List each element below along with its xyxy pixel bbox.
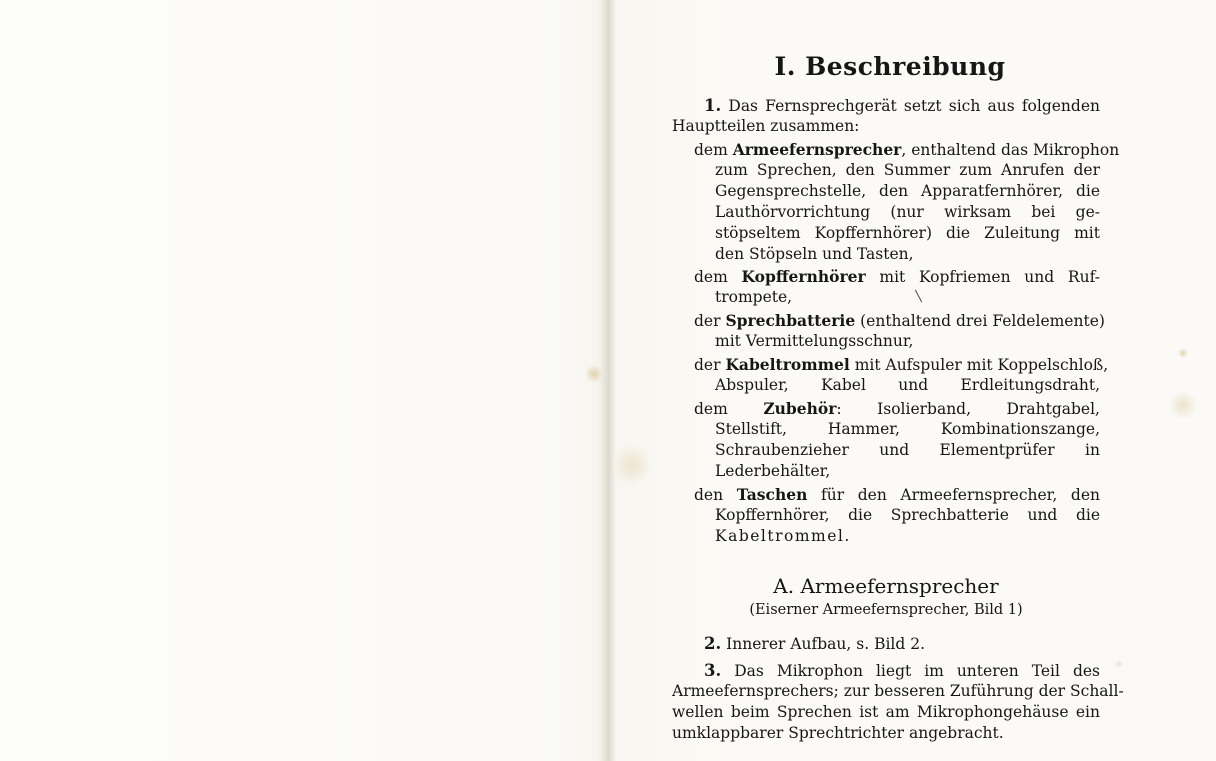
item-prefix: der bbox=[694, 356, 726, 374]
pencil-mark bbox=[915, 290, 922, 303]
list-item bbox=[694, 484, 1100, 506]
paragraph-number: 1. bbox=[704, 96, 722, 115]
list-item bbox=[694, 354, 1109, 376]
item-prefix: der bbox=[694, 312, 726, 330]
item-prefix: dem bbox=[694, 141, 733, 159]
section-subtitle: (Eiserner Armeefernsprecher, Bild 1) bbox=[749, 602, 1023, 618]
paragraph-text: Das Mikrophon liegt im unteren Teil des bbox=[734, 662, 1100, 680]
list-item-line: Gegensprechstelle, den Apparatfernhörer, die bbox=[715, 182, 1100, 200]
list-item-line: den Stöpseln und Tasten, bbox=[715, 245, 914, 263]
item-text: für den Armeefernsprecher, den bbox=[807, 486, 1100, 504]
paragraph-3-line-3: wellen beim Sprechen ist am Mikrophongehäuse ein bbox=[672, 703, 1100, 721]
list-item bbox=[694, 139, 1120, 161]
list-item-line: zum Sprechen, den Summer zum Anrufen der bbox=[715, 161, 1100, 179]
list-item-line: Lauthörvorrichtung (nur wirksam bei ge- bbox=[715, 203, 1100, 221]
item-prefix: dem bbox=[694, 268, 742, 286]
paragraph-3-line-4: umklappbarer Sprechtrichter angebracht. bbox=[672, 724, 1004, 742]
book-gutter bbox=[600, 0, 616, 761]
paragraph-text: Das Fernsprechgerät setzt sich aus folgenden bbox=[728, 97, 1100, 115]
left-page-blank bbox=[0, 0, 604, 761]
paragraph-number: 2. bbox=[704, 634, 722, 653]
paper-stain bbox=[1114, 660, 1124, 668]
list-item bbox=[694, 398, 1100, 420]
paper-stain bbox=[1168, 390, 1198, 420]
item-prefix: den bbox=[694, 486, 737, 504]
item-term: Sprechbatterie bbox=[725, 311, 856, 330]
list-item-line: Kopffernhörer, die Sprechbatterie und die bbox=[715, 506, 1100, 524]
item-text: (enthaltend drei Feldelemente) bbox=[855, 312, 1105, 330]
item-term: Zubehör bbox=[763, 399, 837, 418]
paper-stain bbox=[586, 364, 602, 384]
list-item-line: Lederbehälter, bbox=[715, 462, 831, 480]
item-term: Kopffernhörer bbox=[741, 267, 866, 286]
item-term: Kabeltrommel bbox=[725, 355, 850, 374]
paragraph-1-line-2: Hauptteilen zusammen: bbox=[672, 117, 860, 135]
item-prefix: dem bbox=[694, 400, 764, 418]
list-item bbox=[694, 266, 1100, 288]
page-title: I. Beschreibung bbox=[774, 52, 1006, 81]
list-item-line: stöpseltem Kopffernhörer) die Zuleitung mit bbox=[715, 224, 1100, 242]
paper-stain bbox=[1178, 348, 1188, 358]
item-text: mit Kopfriemen und Ruf- bbox=[865, 268, 1100, 286]
list-item-line: Abspuler, Kabel und Erdleitungsdraht, bbox=[715, 376, 1100, 394]
item-term: Armeefernsprecher bbox=[732, 140, 902, 159]
list-item-line: Kabeltrommel. bbox=[715, 527, 851, 545]
paper-stain bbox=[615, 440, 649, 490]
list-item-line: Stellstift, Hammer, Kombinationszange, bbox=[715, 420, 1100, 438]
item-term: Taschen bbox=[736, 485, 808, 504]
paragraph-3-line-2: Armeefernsprechers; zur besseren Zuführung der Schall- bbox=[672, 682, 1124, 700]
list-item-line: mit Vermittelungsschnur, bbox=[715, 332, 914, 350]
list-item-line: Schraubenzieher und Elementprüfer in bbox=[715, 441, 1100, 459]
paragraph-3-line-1 bbox=[704, 660, 1100, 682]
paragraph-number: 3. bbox=[704, 661, 722, 680]
item-text: , enthaltend das Mikrophon bbox=[901, 141, 1120, 159]
list-item-line: trompete, bbox=[715, 288, 793, 306]
paragraph-2 bbox=[704, 633, 925, 655]
paragraph-1-line-1 bbox=[704, 95, 1100, 117]
item-text: : Isolierband, Drahtgabel, bbox=[836, 400, 1100, 418]
item-text: mit Aufspuler mit Koppelschloß, bbox=[849, 356, 1109, 374]
section-title: A. Armeefernsprecher bbox=[773, 574, 999, 598]
paragraph-text: Innerer Aufbau, s. Bild 2. bbox=[726, 635, 926, 653]
list-item bbox=[694, 310, 1105, 332]
